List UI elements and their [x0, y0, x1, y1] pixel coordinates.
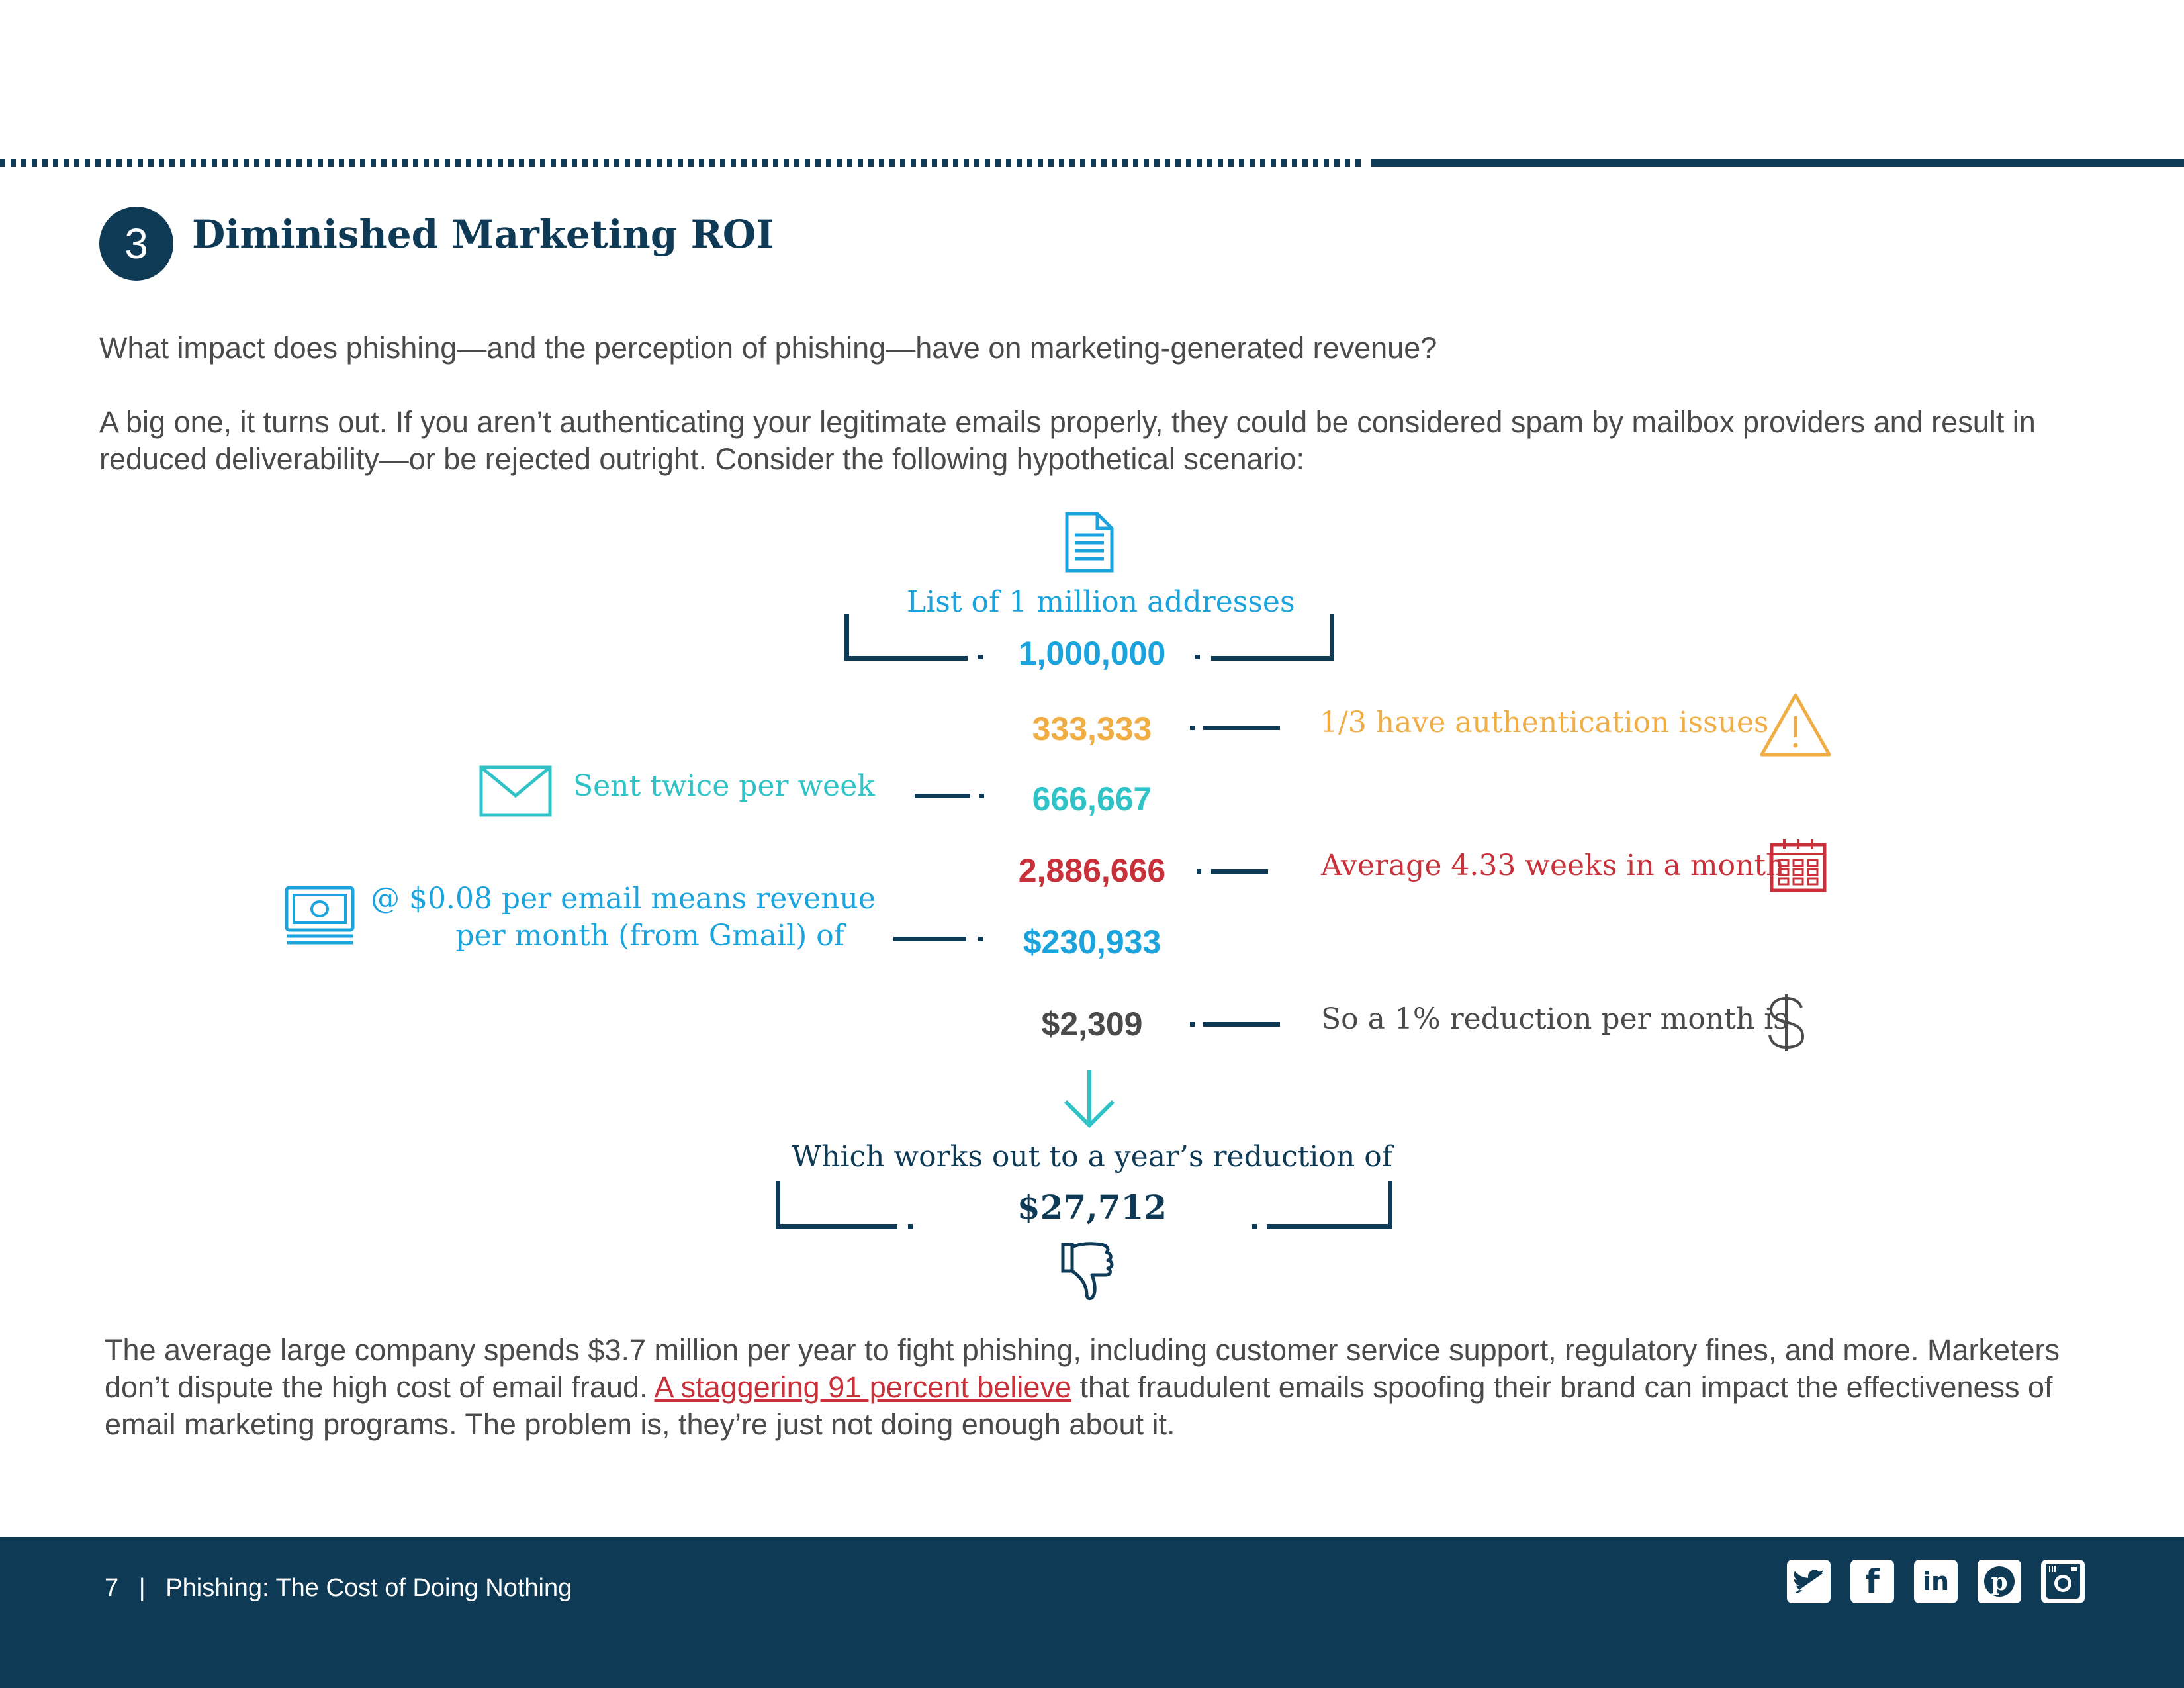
list-bracket-left-line: [844, 656, 968, 661]
sent-value: 666,667: [1032, 780, 1152, 818]
pinterest-icon[interactable]: [1978, 1560, 2021, 1603]
envelope-icon: [479, 765, 552, 817]
auth-connector-dot: [1190, 726, 1195, 730]
intro-question: What impact does phishing—and the perception of phishing—have on marketing-generated revenue?: [99, 331, 1437, 365]
year-bracket-left-vertical: [776, 1181, 780, 1229]
reduction-label: So a 1% reduction per month is: [1321, 1002, 1788, 1036]
footer-separator: |: [138, 1574, 146, 1602]
footer-text: [105, 1574, 572, 1603]
page-number: 7: [105, 1574, 119, 1602]
header-solid-rule: [1371, 159, 2184, 167]
year-value: $27,712: [1017, 1188, 1167, 1227]
reduction-connector-dot: [1190, 1022, 1195, 1027]
sent-connector-dot: [979, 794, 984, 798]
revenue-value: $230,933: [1023, 923, 1161, 961]
year-bracket-right-line: [1267, 1224, 1392, 1229]
list-value: 1,000,000: [1018, 635, 1166, 672]
auth-value: 333,333: [1032, 710, 1152, 747]
revenue-connector-dot: [978, 937, 983, 941]
arrow-down-icon: [1062, 1068, 1117, 1129]
list-bracket-right-line: [1211, 656, 1334, 661]
list-bracket-right-vertical: [1330, 614, 1334, 661]
calendar-icon: [1770, 839, 1827, 892]
sent-connector-line: [915, 794, 970, 798]
weeks-connector-dot: [1197, 869, 1201, 874]
dollar-icon: [1763, 993, 1809, 1053]
list-bracket-left-vertical: [844, 614, 849, 661]
sent-label: Sent twice per week: [573, 769, 875, 803]
document-icon: [1064, 511, 1115, 573]
list-bracket-right-dot: [1195, 655, 1200, 659]
auth-label: 1/3 have authentication issues: [1320, 706, 1769, 739]
year-bracket-right-dot: [1252, 1224, 1257, 1229]
year-bracket-right-vertical: [1388, 1181, 1392, 1229]
year-bracket-left-dot: [908, 1224, 913, 1229]
closing-text-after: that fraudulent emails spoofing their brand can impact the effectiveness of email marketing programs. The problem is, they’re just not doing enough about it.: [105, 1370, 2053, 1441]
list-label: List of 1 million addresses: [907, 585, 1295, 619]
intro-paragraph: A big one, it turns out. If you aren’t authenticating your legitimate emails properly, they could be considered spam by mailbox providers and result in reduced deliverability—or be rejected outright. Consider the following hypothetical scenario:: [99, 405, 2036, 476]
list-bracket-left-dot: [978, 655, 983, 659]
weeks-connector-line: [1211, 869, 1268, 874]
closing-paragraph: [105, 1332, 2077, 1443]
weeks-label: Average 4.33 weeks in a month: [1321, 849, 1785, 882]
revenue-label-line2: per month (from Gmail) of: [455, 919, 844, 953]
reduction-connector-line: [1203, 1022, 1280, 1027]
weeks-value: 2,886,666: [1018, 852, 1166, 889]
statistic-link[interactable]: A staggering 91 percent believe: [654, 1370, 1071, 1404]
money-icon: [285, 886, 355, 947]
year-label: Which works out to a year’s reduction of: [791, 1140, 1393, 1174]
header-dotted-rule: [0, 159, 1365, 167]
reduction-value: $2,309: [1041, 1006, 1143, 1043]
facebook-icon[interactable]: f: [1850, 1560, 1894, 1603]
auth-connector-line: [1203, 726, 1280, 730]
section-title: Diminished Marketing ROI: [192, 212, 774, 257]
thumbs-down-icon: [1060, 1241, 1118, 1301]
closing-text-before: The average large company spends $3.7 million per year to fight phishing, including customer service support, regulatory fines, and more. Marketers don’t dispute the high cost of email fraud.: [105, 1333, 2060, 1404]
document-title: Phishing: The Cost of Doing Nothing: [165, 1574, 572, 1602]
year-bracket-left-line: [776, 1224, 897, 1229]
instagram-icon[interactable]: [2041, 1560, 2085, 1603]
section-number-badge: 3: [99, 207, 173, 281]
revenue-connector-line: [893, 937, 966, 941]
svg-text:p: p: [1991, 1568, 2008, 1596]
twitter-icon[interactable]: [1787, 1560, 1831, 1603]
revenue-label: [371, 880, 876, 955]
linkedin-icon[interactable]: in: [1914, 1560, 1958, 1603]
revenue-label-line1: @ $0.08 per email means revenue: [371, 882, 876, 915]
warning-icon: [1758, 691, 1833, 759]
